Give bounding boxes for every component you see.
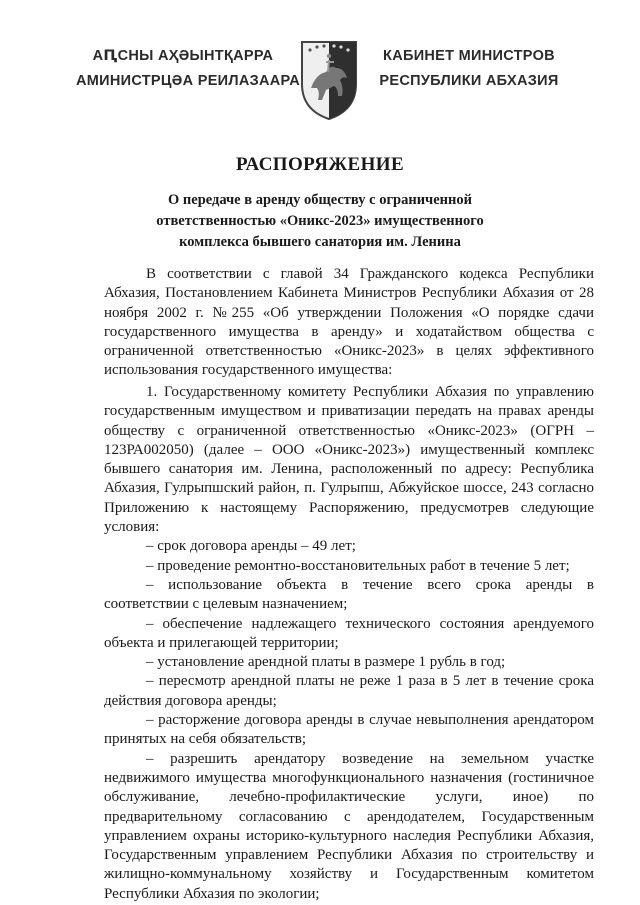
condition-item: – обеспечение надлежащего технического состояния арендуемого объекта и прилегающей территории; — [104, 615, 594, 651]
document-title: РАСПОРЯЖЕНИЕ — [235, 154, 405, 175]
point-1-paragraph: 1. Государственному комитету Республики Абхазия по управлению государственным имуществом и приватизации передать на правах аренды обществу с ограниченной ответственностью «Оникс-2023» (ОГРН – 123РА002050) (далее – ООО «Оникс-2023») имущественный комплекс бывшего санатория им. Ленина, расположенный по адресу: Республика Абхазия, Гулрыпшский район, п. Гулрыпш, Абжуйское шоссе, 243 согласно Приложению к настоящему Распоряжению, предусмотрев следующие условия: — [104, 384, 594, 536]
document-subject — [140, 190, 500, 253]
subject-line: комплекса бывшего санатория им. Ленина — [179, 234, 461, 250]
subject-line: ответственностью «Оникс-2023» имущественного — [156, 213, 484, 229]
condition-item: – разрешить арендатору возведение на земельном участке недвижимого имущества многофункционального назначения (гостиничное обслуживание, лечебно-профилактические услуги, иное) по предварительному согласованию с арендодателем, Государственным управлением охраны историко-культурного наследия Республики Абхазия, Государственным управлением Республики Абхазия по строительству и жилищно-коммунальному хозяйству и Государственным комитетом Республики Абхазия по экологии; — [104, 750, 594, 902]
condition-item: – срок договора аренды – 49 лет; — [146, 538, 356, 555]
header-right-line-1: КАБИНЕТ МИНИСТРОВ — [383, 48, 555, 64]
coat-of-arms-icon — [298, 38, 360, 122]
condition-item: – расторжение договора аренды в случае невыполнения арендатором принятых на себя обязательств; — [104, 712, 594, 748]
condition-item: – установление арендной платы в размере 1 рубль в год; — [146, 654, 506, 671]
point-1-section — [104, 383, 594, 904]
conditions-list — [104, 537, 594, 904]
subject-line: О передаче в аренду обществу с ограниченной — [168, 192, 472, 208]
header-abkhaz-name — [76, 44, 301, 94]
preamble-section — [104, 265, 594, 381]
header-left-line-1: АԤСНЫ АҲӘЫНТҚАРРА — [92, 48, 274, 64]
preamble-paragraph: В соответствии с главой 34 Гражданского кодекса Республики Абхазия, Постановлением Кабинета Министров Республики Абхазия от 28 ноября 2002 г. №255 «Об утверждении Положения «О порядке сдачи государственного имущества в аренду» и ходатайством общества с ограниченной ответственностью «Оникс-2023» в целях эффективного использования государственного имущества: — [104, 266, 594, 379]
condition-item: – пересмотр арендной платы не реже 1 раза в 5 лет в течение срока действия договора аренды; — [104, 673, 594, 709]
header-left-line-2: АМИНИСТРЦӘА РЕИЛАЗААРА — [76, 73, 301, 89]
header-right-line-2: РЕСПУБЛИКИ АБХАЗИЯ — [379, 73, 559, 89]
header-russian-name — [374, 44, 564, 94]
condition-item: – проведение ремонтно-восстановительных работ в течение 5 лет; — [146, 557, 570, 574]
condition-item: – использование объекта в течение всего срока аренды в соответствии с целевым назначением; — [104, 576, 594, 613]
